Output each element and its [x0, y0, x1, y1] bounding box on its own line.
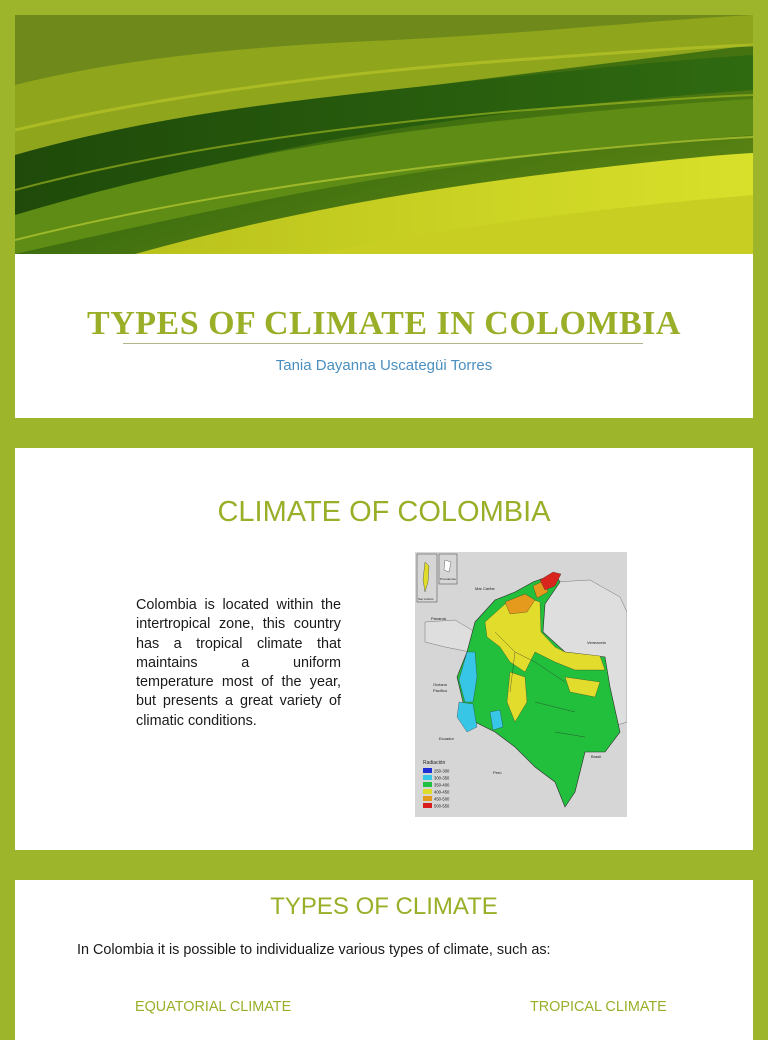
- map-label-oceano: Océano: [433, 682, 448, 687]
- title-slide: [15, 15, 753, 418]
- legend-label: 450-500: [434, 796, 450, 802]
- colombia-radiation-map: [415, 552, 627, 817]
- author-name: Tania Dayanna Uscategüi Torres: [275, 357, 493, 374]
- slide-title: TYPES OF CLIMATE: [270, 893, 498, 920]
- climate-of-colombia-slide: [15, 448, 753, 850]
- legend-label: 350-400: [434, 782, 450, 788]
- legend-label: 400-450: [434, 789, 450, 795]
- legend-label: 500-550: [434, 803, 450, 809]
- types-of-climate-slide: [15, 880, 753, 1040]
- slide-title: CLIMATE OF COLOMBIA: [217, 496, 551, 528]
- legend-title: Radiación: [423, 760, 446, 766]
- map-label-panama: Panamá: [431, 616, 446, 621]
- legend-swatch: [423, 775, 432, 780]
- map-label-peru: Perú: [493, 770, 502, 775]
- map-label-ecuador: Ecuador: [439, 736, 454, 741]
- map-label-san-andres: San Andres: [418, 597, 434, 601]
- map-label-pacifico: Pacífico: [433, 688, 448, 693]
- legend-swatch: [423, 796, 432, 801]
- map-label-brasil: Brasil: [591, 754, 602, 759]
- legend-swatch: [423, 768, 432, 773]
- map-label-venezuela: Venezuela: [587, 640, 606, 645]
- equatorial-climate-heading: EQUATORIAL CLIMATE: [135, 999, 292, 1015]
- legend-swatch: [423, 803, 432, 808]
- legend-swatch: [423, 782, 432, 787]
- map-label-providencia: Providencia: [440, 577, 456, 581]
- landscape-banner-image: [15, 15, 753, 254]
- intro-text: In Colombia it is possible to individualize various types of climate, such as:: [77, 942, 551, 958]
- title-underline: [123, 343, 643, 344]
- map-label-mar-caribe: Mar Caribe: [475, 586, 495, 591]
- legend-label: 300-350: [434, 775, 450, 781]
- presentation-title: TYPES OF CLIMATE IN COLOMBIA: [87, 305, 681, 342]
- climate-description: Colombia is located within the intertropical zone, this country has a tropical climate that maintains a uniform temperature most of the year, but presents a great variety of climatic conditions.: [136, 597, 341, 729]
- tropical-climate-heading: TROPICAL CLIMATE: [530, 999, 667, 1015]
- legend-swatch: [423, 789, 432, 794]
- legend-label: 250-300: [434, 768, 450, 774]
